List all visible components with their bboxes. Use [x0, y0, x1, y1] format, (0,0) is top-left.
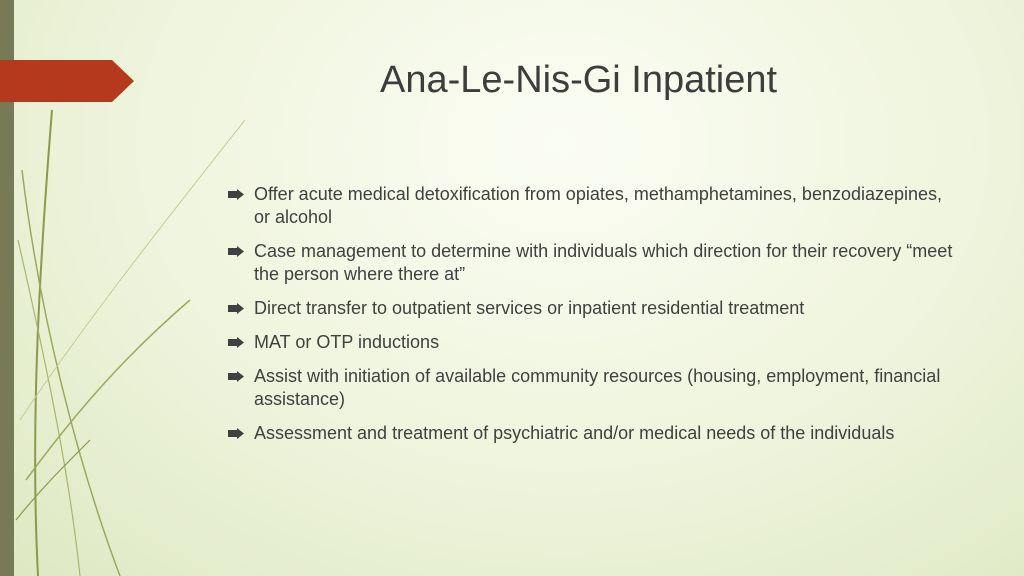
title-accent-arrow: [0, 60, 134, 102]
slide-title: Ana-Le-Nis-Gi Inpatient: [380, 59, 778, 101]
bullet-text: Case management to determine with individuals which direction for their recovery “meet the person where there at”: [254, 241, 953, 284]
bullet-text: Assist with initiation of available community resources (housing, employment, financial assistance): [254, 366, 941, 409]
bullet-text: MAT or OTP inductions: [254, 332, 440, 352]
bullet-text: Offer acute medical detoxification from opiates, methamphetamines, benzodiazepines, or alcohol: [254, 184, 943, 227]
bullet-text: Assessment and treatment of psychiatric and/or medical needs of the individuals: [254, 423, 895, 443]
arrow-bullet-icon: [228, 337, 244, 348]
arrow-bullet-icon: [228, 428, 244, 439]
bullet-item: [226, 297, 956, 320]
arrow-bullet-icon: [228, 371, 244, 382]
bullet-item: [226, 422, 956, 445]
bullet-item: [226, 183, 956, 229]
arrow-bullet-icon: [228, 246, 244, 257]
bullet-item: [226, 240, 956, 286]
bullet-list: [226, 183, 956, 456]
arrow-bullet-icon: [228, 303, 244, 314]
arrow-bullet-icon: [228, 189, 244, 200]
bullet-text: Direct transfer to outpatient services or inpatient residential treatment: [254, 298, 805, 318]
bullet-item: [226, 365, 956, 411]
bullet-item: [226, 331, 956, 354]
